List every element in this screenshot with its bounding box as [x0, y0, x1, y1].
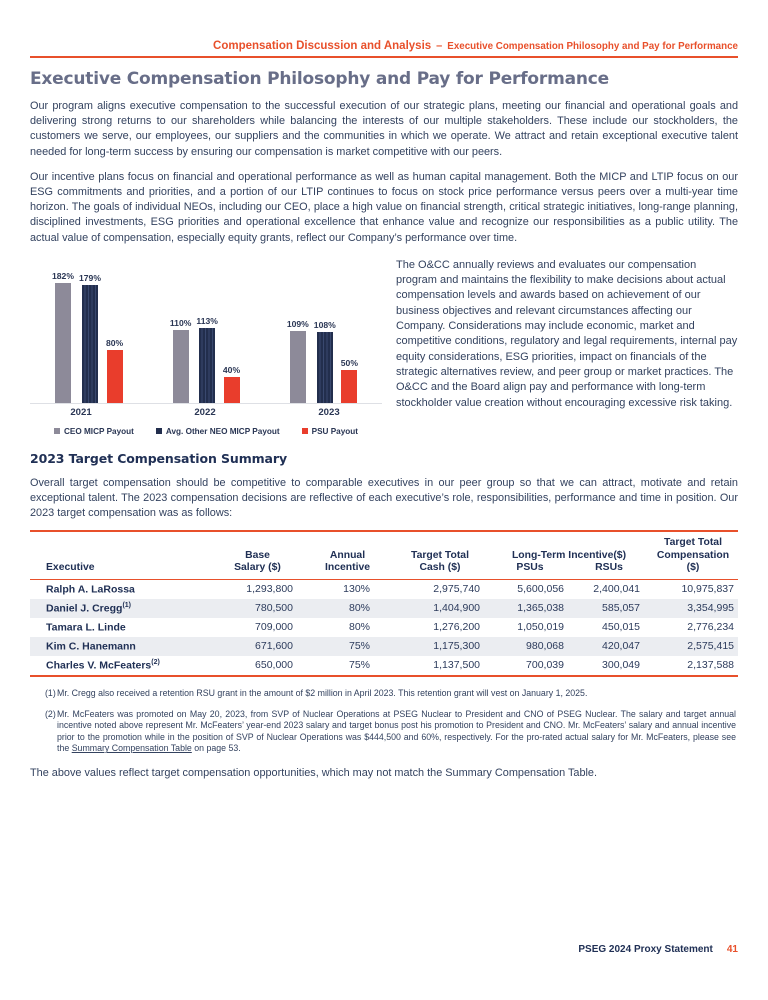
name-text: Daniel J. Cregg — [46, 602, 123, 615]
cell-annual-incentive: 80% — [348, 621, 370, 634]
col-header-line: Executive — [46, 562, 95, 574]
bar-value-label: 113% — [196, 315, 218, 326]
cell-rsus: 585,057 — [602, 602, 640, 615]
bar-avg-other-neo-micp-payout-2021 — [82, 285, 98, 403]
running-header-section: Compensation Discussion and Analysis — [213, 40, 432, 52]
footnote-text — [57, 709, 738, 755]
target-compensation-table — [30, 530, 738, 677]
cell-base-salary: 671,600 — [255, 640, 293, 653]
legend-item-ceo-micp-payout — [54, 427, 134, 436]
legend-item-avg-other-neo-micp-payout — [156, 427, 280, 436]
bar-group-2022 — [170, 316, 240, 403]
name-text: Ralph A. LaRossa — [46, 583, 135, 596]
col-header-base-salary — [210, 550, 305, 575]
cell-rsus: 420,047 — [602, 640, 640, 653]
col-group-label: Long-Term Incentive($) — [511, 549, 627, 561]
x-axis-label-2022: 2022 — [194, 406, 216, 418]
bar-value-label: 110% — [169, 317, 192, 328]
bar-column — [341, 358, 358, 403]
footnote-1 — [30, 688, 738, 700]
legend-item-psu-payout — [302, 427, 358, 436]
footnote-2 — [30, 709, 738, 755]
legend-swatch — [156, 428, 162, 434]
paragraph-target-compensation-intro: Overall target compensation should be competitive to comparable executives in our peer group so that we can attract, motivate and retain exceptional talent. The 2023 compensation decisions are reflective of each executive’s role, responsibilities, performance and time in position. Our 2023 target compensation was as follows: — [30, 476, 738, 520]
bar-value-label: 182% — [52, 270, 74, 281]
bar-column — [223, 365, 240, 403]
executive-name — [30, 659, 210, 672]
x-axis-label-2021: 2021 — [70, 406, 92, 418]
bar-value-label: 108% — [313, 319, 336, 330]
cell-target-total-cash: 2,975,740 — [433, 583, 480, 596]
bar-column — [79, 273, 101, 403]
bar-ceo-micp-payout-2021 — [55, 283, 71, 403]
cell-annual-incentive: 80% — [348, 602, 370, 615]
bar-value-label: 109% — [286, 318, 309, 329]
bar-column — [52, 271, 74, 403]
col-header-target-total-compensation — [648, 537, 738, 575]
col-header-line: Annual — [329, 549, 366, 561]
bar-avg-other-neo-micp-payout-2022 — [199, 328, 215, 403]
executive-name — [30, 621, 210, 634]
closing-statement: The above values reflect target compensation opportunities, which may not match the Summary Compensation Table. — [30, 766, 598, 779]
footnote-marker: (1) — [45, 687, 56, 698]
payout-chart-xaxis — [30, 404, 382, 418]
cell-psus: 5,600,056 — [517, 583, 564, 596]
col-header-line: Target Total — [411, 549, 469, 561]
cell-psus: 700,039 — [526, 659, 564, 672]
cell-target-total-cash: 1,175,300 — [433, 640, 480, 653]
cell-annual-incentive: 75% — [348, 659, 370, 672]
cell-rsus: 300,049 — [602, 659, 640, 672]
page-title: Executive Compensation Philosophy and Pay for Performance — [30, 69, 609, 89]
footnotes — [30, 688, 738, 755]
table-header — [30, 532, 738, 580]
cell-target-total-compensation: 2,575,415 — [687, 640, 734, 653]
summary-compensation-table-link[interactable]: Summary Compensation Table — [71, 743, 192, 754]
col-group-subheaders — [490, 562, 648, 575]
cell-base-salary: 780,500 — [255, 602, 293, 615]
cell-psus: 1,050,019 — [517, 621, 564, 634]
running-header-subsection: Executive Compensation Philosophy and Pay for Performance — [447, 41, 738, 52]
executive-name — [30, 583, 210, 596]
legend-swatch — [302, 428, 308, 434]
name-text: Kim C. Hanemann — [46, 640, 136, 653]
page-footer — [578, 944, 738, 955]
legend-label: PSU Payout — [311, 426, 359, 436]
col-header-target-total-cash — [390, 550, 490, 575]
cell-annual-incentive: 75% — [348, 640, 370, 653]
col-header-rsus: RSUs — [595, 562, 623, 574]
bar-column — [314, 320, 336, 403]
bar-column — [106, 338, 123, 403]
bar-group-2023 — [287, 319, 358, 403]
footnote-text: Mr. Cregg also received a retention RSU grant in the amount of $2 million in April 2023. This retention grant will vest on January 1, 2025. — [57, 687, 588, 698]
footnote-text-after: on page 53. — [191, 743, 241, 754]
legend-label: Avg. Other NEO MICP Payout — [165, 426, 280, 436]
col-header-line: Base — [245, 549, 270, 561]
cell-base-salary: 709,000 — [255, 621, 293, 634]
bar-ceo-micp-payout-2023 — [290, 331, 306, 403]
cell-base-salary: 1,293,800 — [246, 583, 293, 596]
bar-group-2021 — [52, 271, 123, 403]
cell-rsus: 2,400,041 — [593, 583, 640, 596]
payout-chart-legend — [30, 427, 382, 436]
bar-column — [287, 319, 309, 403]
occ-review-note: The O&CC annually reviews and evaluates our compensation program and maintains the flexibility to make decisions about actual compensation levels and awards based on achievement of our business objectives and relevant circumstances affecting our Company. Considerations may include economic, market and competitive conditions, regulatory and legal requirements, internal pay equity considerations, ESG priorities, impact on financials of the strategic alternatives review, and peer group or market practices. The O&CC and the Board align pay and performance with long-term stockholder value creation without encouraging excessive risk taking. — [396, 258, 738, 409]
col-group-long-term-incentive — [490, 550, 648, 575]
cell-psus: 980,068 — [526, 640, 564, 653]
payout-chart-plot — [30, 266, 382, 404]
cell-annual-incentive: 130% — [343, 583, 370, 596]
executive-name — [30, 602, 210, 615]
col-header-line: Compensation — [656, 549, 730, 561]
footnote-ref: (2) — [151, 659, 160, 667]
col-header-line: Cash ($) — [419, 562, 461, 574]
bar-value-label: 80% — [105, 337, 124, 348]
chart-section — [30, 256, 738, 436]
cell-base-salary: 650,000 — [255, 659, 293, 672]
bar-ceo-micp-payout-2022 — [173, 330, 189, 403]
bar-value-label: 50% — [340, 357, 358, 368]
bar-value-label: 179% — [78, 272, 101, 283]
table-row — [30, 580, 738, 599]
bar-psu-payout-2023 — [341, 370, 357, 403]
col-header-executive — [30, 562, 210, 575]
footnote-text-before: Mr. McFeaters was promoted on May 20, 2023, from SVP of Nuclear Operations at PSEG Nuclear to President and CNO of PSEG Nuclear. The salary and target annual incentive noted above represent Mr. McFeaters’ year-end 2023 salary and target bonus post his promotion to President and CNO. Mr. McFeaters’ salary and annual incentive prior to the promotion while in the position of SVP of Nuclear Operations was $444,500 and 60%, respectively. For the pro-rated actual salary for Mr. McFeaters, please see the — [57, 708, 736, 754]
name-text: Charles V. McFeaters — [46, 659, 152, 672]
bar-value-label: 40% — [222, 364, 241, 375]
bar-column — [196, 316, 218, 403]
legend-swatch — [54, 428, 60, 434]
running-header — [30, 40, 738, 52]
cell-target-total-compensation: 2,137,588 — [687, 659, 734, 672]
bar-psu-payout-2021 — [107, 350, 123, 403]
table-row — [30, 637, 738, 656]
col-header-line: ($) — [686, 562, 700, 574]
col-header-psus: PSUs — [516, 562, 544, 574]
payout-bar-chart — [30, 256, 382, 436]
footnote-marker: (2) — [45, 708, 56, 719]
footnote-ref: (1) — [122, 602, 132, 610]
cell-target-total-cash: 1,137,500 — [433, 659, 480, 672]
col-header-annual-incentive — [305, 550, 390, 575]
paragraph-program-alignment: Our program aligns executive compensation to the successful execution of our strategic plans, meeting our financial and operational goals and delivering strong returns to our shareholders while balancing the interests of our multiple stakeholders. These include our stockholders, the customers we serve, our employees, our suppliers and the communities in which we operate. We attract and retain exceptional executive talent needed for long-term success by ensuring our compensation is market competitive with our peers. — [30, 100, 738, 158]
paragraph-incentive-plans: Our incentive plans focus on financial and operational performance as well as human capital management. Both the MICP and LTIP focus on our ESG commitments and priorities, and a portion of our LTIP continues to focus on stock price performance versus peers over a multi-year time horizon. The goals of individual NEOs, including our CEO, place a high value on financial strength, critical strategic initiatives, long-range planning, disciplined investments, ESG priorities and operational excellence that enhance value and recognize our responsibilities as a public utility. The actual value of compensation, especially equity grants, reflect our Company’s performance over time. — [30, 170, 738, 244]
bar-column — [170, 318, 192, 403]
col-header-line: Incentive — [324, 562, 371, 574]
legend-label: CEO MICP Payout — [63, 426, 134, 436]
cell-psus: 1,365,038 — [517, 602, 564, 615]
col-header-line: Target Total — [664, 537, 722, 549]
running-header-separator: – — [436, 40, 443, 52]
cell-target-total-compensation: 3,354,995 — [687, 602, 734, 615]
bar-psu-payout-2022 — [224, 377, 240, 403]
table-row — [30, 656, 738, 675]
x-axis-label-2023: 2023 — [318, 406, 340, 418]
cell-target-total-compensation: 10,975,837 — [681, 583, 734, 596]
executive-name — [30, 640, 210, 653]
table-row — [30, 599, 738, 618]
header-rule — [30, 56, 738, 58]
name-text: Tamara L. Linde — [46, 621, 126, 634]
cell-target-total-cash: 1,276,200 — [433, 621, 480, 634]
cell-rsus: 450,015 — [602, 621, 640, 634]
col-header-line: Salary ($) — [234, 562, 281, 574]
footer-document-title: PSEG 2024 Proxy Statement — [578, 944, 713, 955]
cell-target-total-compensation: 2,776,234 — [687, 621, 734, 634]
section-title-target-compensation: 2023 Target Compensation Summary — [30, 450, 287, 466]
cell-target-total-cash: 1,404,900 — [433, 602, 480, 615]
bar-avg-other-neo-micp-payout-2023 — [317, 332, 333, 403]
table-row — [30, 618, 738, 637]
footer-page-number: 41 — [726, 944, 738, 955]
